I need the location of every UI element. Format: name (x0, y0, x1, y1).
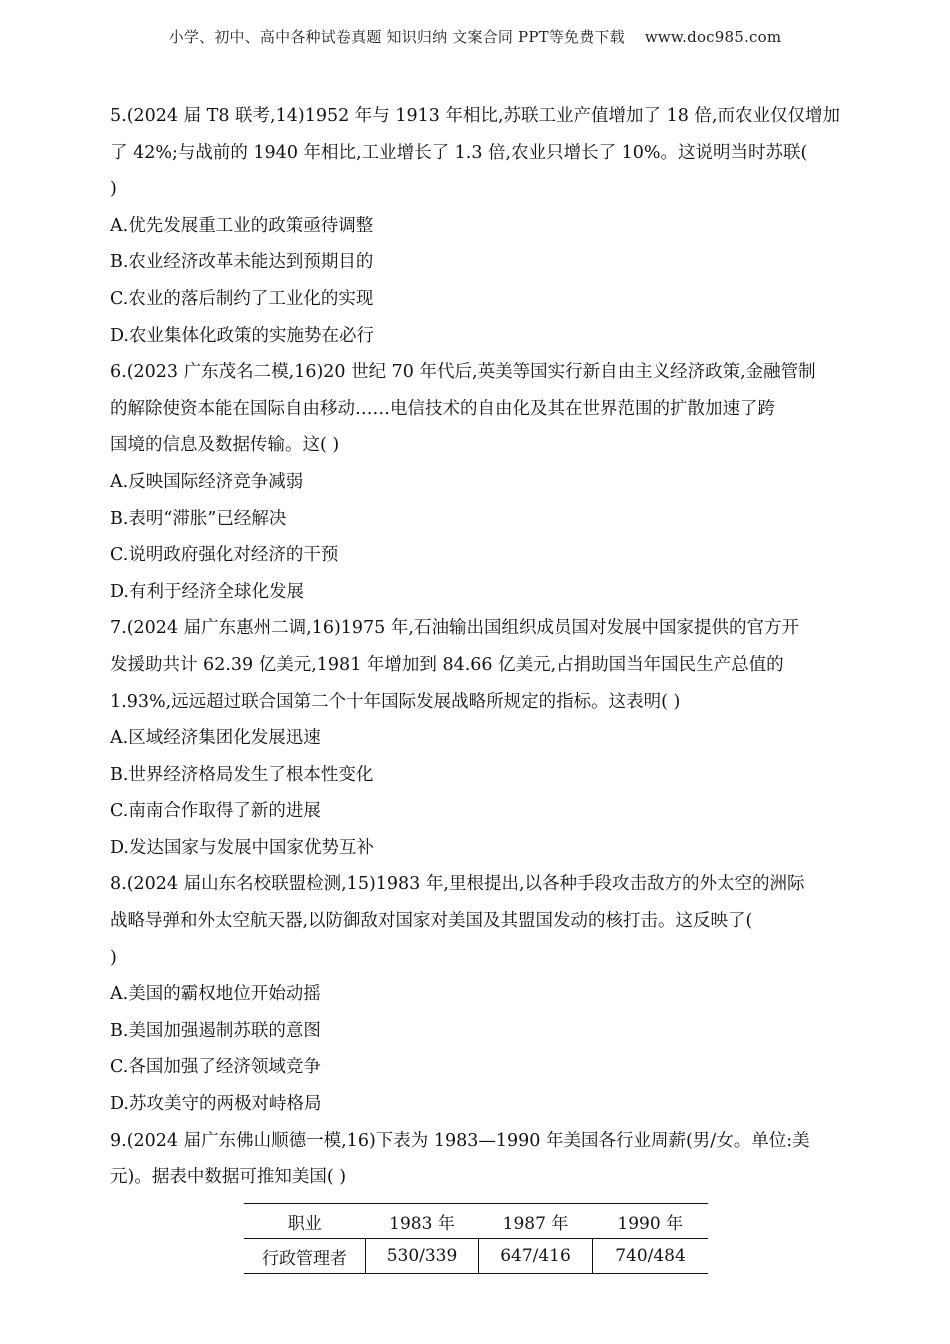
page-header (0, 26, 950, 47)
table-header-cell: 1987 年 (502, 1213, 569, 1234)
table-header-cell: 职业 (287, 1213, 322, 1234)
question-stem-line: 的解除使资本能在国际自由移动……电信技术的自由化及其在世界范围的扩散加速了跨 (110, 398, 775, 419)
option-d: D.发达国家与发展中国家优势互补 (110, 837, 374, 858)
question-stem-line: 6.(2023 广东茂名二模,16)20 世纪 70 年代后,英美等国实行新自由主义经济政策,金融管制 (110, 362, 816, 383)
table-header-cell: 1983 年 (389, 1213, 455, 1234)
question-6 (110, 354, 840, 610)
question-stem-line: ) (110, 947, 117, 968)
question-stem-line: 1.93%,远远超过联合国第二个十年国际发展战略所规定的指标。这表明( ) (110, 691, 681, 712)
table-cell: 行政管理者 (262, 1248, 347, 1269)
option-a: A.区域经济集团化发展迅速 (110, 728, 321, 749)
question-7 (110, 610, 840, 866)
question-stem-line: 9.(2024 届广东佛山顺德一模,16)下表为 1983—1990 年美国各行业周薪(男/女。单位:美 (110, 1130, 810, 1151)
table-header-row (244, 1204, 708, 1239)
table-row (244, 1239, 708, 1274)
table-header-cell: 1990 年 (617, 1213, 684, 1234)
question-stem-line: 战略导弹和外太空航天器,以防御敌对国家对美国及其盟国发动的核打击。这反映了( (110, 911, 753, 932)
option-a: A.美国的霸权地位开始动摇 (110, 984, 321, 1005)
option-b: B.表明“滞胀”已经解决 (110, 508, 287, 529)
question-stem-line: 国境的信息及数据传输。这( ) (110, 435, 340, 456)
question-stem-line: 7.(2024 届广东惠州二调,16)1975 年,石油输出国组织成员国对发展中国家提供的官方开 (110, 618, 799, 639)
question-stem-line: 5.(2024 届 T8 联考,14)1952 年与 1913 年相比,苏联工业产值增加了 18 倍,而农业仅仅增加 (110, 106, 840, 126)
option-a: A.优先发展重工业的政策亟待调整 (110, 215, 374, 236)
option-b: B.美国加强遏制苏联的意图 (110, 1020, 321, 1041)
option-b: B.世界经济格局发生了根本性变化 (110, 764, 374, 785)
option-c: C.农业的落后制约了工业化的实现 (110, 288, 374, 309)
question-5 (110, 98, 840, 354)
header-banner: 小学、初中、高中各种试卷真题 知识归纳 文案合同 PPT等免费下载 (168, 28, 625, 46)
question-stem-line: 了 42%;与战前的 1940 年相比,工业增长了 1.3 倍,农业只增长了 10%。这说明当时苏联( (110, 142, 808, 163)
option-d: D.农业集体化政策的实施势在必行 (110, 325, 374, 346)
question-stem-line: ) (110, 179, 117, 200)
option-c: C.各国加强了经济领域竞争 (110, 1057, 321, 1078)
option-c: C.南南合作取得了新的进展 (110, 801, 321, 822)
option-d: D.有利于经济全球化发展 (110, 581, 304, 602)
option-a: A.反映国际经济竞争减弱 (110, 471, 304, 492)
option-d: D.苏攻美守的两极对峙格局 (110, 1094, 322, 1115)
table-cell: 530/339 (366, 1239, 479, 1274)
option-b: B.农业经济改革未能达到预期目的 (110, 252, 374, 273)
option-c: C.说明政府强化对经济的干预 (110, 545, 339, 566)
table-cell: 740/484 (593, 1239, 709, 1274)
question-stem-line: 8.(2024 届山东名校联盟检测,15)1983 年,里根提出,以各种手段攻击敌方的外太空的洲际 (110, 874, 805, 895)
question-8 (110, 866, 840, 1122)
question-stem-line: 发援助共计 62.39 亿美元,1981 年增加到 84.66 亿美元,占捐助国当年国民生产总值的 (110, 654, 784, 675)
header-site-url: www.doc985.com (644, 28, 782, 46)
wage-table (244, 1203, 708, 1274)
question-9 (110, 1123, 840, 1196)
table-cell: 647/416 (479, 1239, 593, 1274)
question-list (110, 98, 840, 1196)
question-stem-line: 元)。据表中数据可推知美国( ) (110, 1167, 347, 1188)
